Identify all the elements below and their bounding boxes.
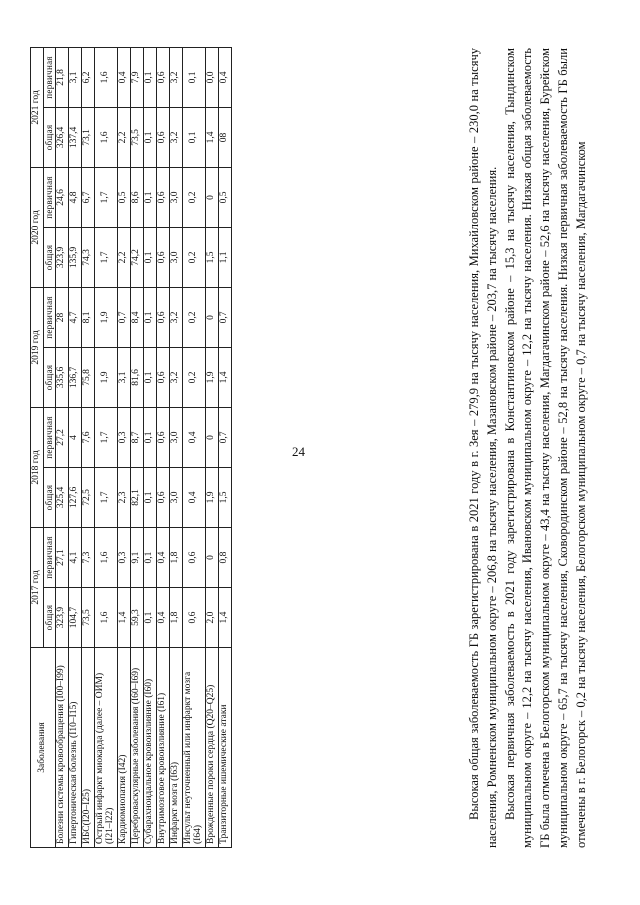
general-value-cell: 0,1: [144, 227, 157, 287]
primary-value-cell: 0,1: [144, 407, 157, 467]
general-value-cell: 1,4: [118, 588, 131, 648]
primary-value-cell: 0,4: [219, 47, 232, 107]
general-value-cell: 0,6: [157, 107, 170, 167]
general-value-cell: 59,3: [131, 588, 144, 648]
disease-name-cell: Болезни системы кровообращения (I00–I99): [56, 648, 69, 848]
primary-value-cell: 1,7: [95, 167, 118, 227]
primary-value-cell: 0,1: [183, 47, 206, 107]
general-value-cell: 1,7: [95, 227, 118, 287]
general-value-cell: 1,5: [206, 227, 219, 287]
primary-subheader: первичная: [43, 167, 55, 227]
general-value-cell: 323,9: [56, 227, 69, 287]
general-subheader: общая: [43, 467, 55, 527]
primary-value-cell: 3,1: [69, 47, 82, 107]
primary-value-cell: 0,1: [144, 287, 157, 347]
primary-value-cell: 0,3: [118, 527, 131, 587]
primary-subheader: первичная: [43, 287, 55, 347]
general-value-cell: 0,1: [144, 588, 157, 648]
general-subheader: общая: [43, 347, 55, 407]
primary-value-cell: 0,1: [144, 167, 157, 227]
primary-value-cell: 27,1: [56, 527, 69, 587]
primary-value-cell: 0,7: [219, 287, 232, 347]
general-value-cell: 1,9: [206, 467, 219, 527]
primary-value-cell: 4,7: [69, 287, 82, 347]
table-header-years: [31, 47, 44, 847]
general-value-cell: 73,5: [131, 107, 144, 167]
disease-name-cell: Цереброваскулярные заболевания (I60–I69): [131, 648, 144, 848]
primary-value-cell: 0,7: [118, 287, 131, 347]
primary-value-cell: 0,6: [157, 407, 170, 467]
year-header: 2019 год: [31, 287, 44, 407]
general-value-cell: 74,2: [131, 227, 144, 287]
table-row: [144, 47, 157, 847]
general-value-cell: 1,8: [170, 588, 183, 648]
general-value-cell: 0,1: [144, 347, 157, 407]
primary-value-cell: 0: [206, 527, 219, 587]
primary-value-cell: 0,5: [118, 167, 131, 227]
primary-value-cell: 4,1: [69, 527, 82, 587]
primary-value-cell: 3,0: [170, 407, 183, 467]
table-row: [56, 47, 69, 847]
general-value-cell: 326,4: [56, 107, 69, 167]
primary-value-cell: 7,9: [131, 47, 144, 107]
paragraph: Высокая первичная заболеваемость в 2021 году зарегистрирована в Константиновском районе – 15,3 на тысячу населения, Тындинском муниципальном округе – 12,2 на тысячу населения, Ивановском муниципальном округе – 12,2 на тысячу населения. Низкая общая заболеваемость ГБ была отмечена в Белогорском муниципальном округе – 43,4 на тысячу населения, Магдагачинском районе – 52,6 на тысячу населения, Бурейском муниципальном округе – 65,7 на тысячу населения, Сковородинском районе – 52,8 на тысячу населения. Низкая первичная заболеваемость ГБ были отмечены в г. Белогорск – 0,2 на тысячу населения, Белогорском муниципальном округе – 0,7 на тысячу населения, Магдагачинском: [502, 48, 588, 848]
primary-subheader: первичная: [43, 407, 55, 467]
primary-value-cell: 1,9: [95, 287, 118, 347]
primary-value-cell: 6,2: [82, 47, 95, 107]
general-value-cell: 75,8: [82, 347, 95, 407]
general-value-cell: 0,6: [183, 588, 206, 648]
general-subheader: общая: [43, 227, 55, 287]
general-subheader: общая: [43, 588, 55, 648]
primary-value-cell: 0,7: [219, 407, 232, 467]
table-row: [206, 47, 219, 847]
general-value-cell: 3,2: [170, 107, 183, 167]
table-row: [183, 47, 206, 847]
primary-value-cell: 3,2: [170, 287, 183, 347]
paragraph: Высокая общая заболеваемость ГБ зарегистрирована в 2021 году в г. Зея – 279,9 на тысячу населения, Михайловском районе – 230,0 на тысячу населения, Ромненском муниципальном округе – 206,8 на тысячу населения, Мазановском районе – 203,7 на тысячу населения.: [467, 48, 499, 848]
table-row: [170, 47, 183, 847]
general-value-cell: 1,4: [219, 588, 232, 648]
primary-value-cell: 0: [206, 407, 219, 467]
primary-value-cell: 27,2: [56, 407, 69, 467]
body-text: [466, 48, 590, 848]
general-value-cell: 0,4: [157, 588, 170, 648]
primary-value-cell: 8,7: [131, 407, 144, 467]
primary-value-cell: 7,3: [82, 527, 95, 587]
disease-name-cell: ИБС(I20–I25): [82, 648, 95, 848]
primary-subheader: первичная: [43, 47, 55, 107]
primary-value-cell: 0,6: [183, 527, 206, 587]
general-value-cell: 0,1: [144, 107, 157, 167]
general-value-cell: 1,9: [95, 347, 118, 407]
table-row: [69, 47, 82, 847]
primary-value-cell: 0,8: [219, 527, 232, 587]
general-value-cell: 325,4: [56, 467, 69, 527]
disease-incidence-table: [30, 47, 232, 848]
general-value-cell: 323,9: [56, 588, 69, 648]
primary-value-cell: 3,2: [170, 47, 183, 107]
general-value-cell: 3,1: [118, 347, 131, 407]
primary-value-cell: 6,7: [82, 167, 95, 227]
primary-value-cell: 28: [56, 287, 69, 347]
primary-value-cell: 1,6: [95, 527, 118, 587]
general-value-cell: 2,3: [118, 467, 131, 527]
general-value-cell: 0,6: [157, 227, 170, 287]
general-value-cell: 3,2: [170, 347, 183, 407]
rotated-page-content: [20, 18, 620, 888]
general-value-cell: 136,7: [69, 347, 82, 407]
primary-value-cell: 0,5: [219, 167, 232, 227]
year-header: 2017 год: [31, 527, 44, 647]
general-value-cell: 1,7: [95, 467, 118, 527]
disease-name-cell: Гипертоническая болезнь (I10–I15): [69, 648, 82, 848]
general-value-cell: 0,1: [144, 467, 157, 527]
primary-value-cell: 0,3: [118, 407, 131, 467]
general-value-cell: 3,0: [170, 467, 183, 527]
general-value-cell: 1,5: [219, 467, 232, 527]
primary-value-cell: 0: [206, 287, 219, 347]
general-value-cell: 73,5: [82, 588, 95, 648]
disease-name-cell: Острый инфаркт миокарда (далее – ОИМ) (I21–I22): [95, 648, 118, 848]
general-value-cell: 0,6: [157, 347, 170, 407]
general-value-cell: 81,6: [131, 347, 144, 407]
primary-value-cell: 1,7: [95, 407, 118, 467]
general-value-cell: 3,0: [170, 227, 183, 287]
year-header: 2018 год: [31, 407, 44, 527]
year-header: 2021 год: [31, 47, 44, 167]
primary-value-cell: 0,0: [206, 47, 219, 107]
general-value-cell: 0,1: [183, 107, 206, 167]
general-value-cell: 0,6: [157, 467, 170, 527]
general-subheader: общая: [43, 107, 55, 167]
general-value-cell: 0,4: [183, 467, 206, 527]
table-row: [95, 47, 118, 847]
general-value-cell: 335,6: [56, 347, 69, 407]
general-value-cell: 1,1: [219, 227, 232, 287]
primary-value-cell: 3,0: [170, 167, 183, 227]
general-value-cell: 127,6: [69, 467, 82, 527]
general-value-cell: 72,5: [82, 467, 95, 527]
table-row: [157, 47, 170, 847]
general-value-cell: 104,7: [69, 588, 82, 648]
general-value-cell: 1,6: [95, 588, 118, 648]
page-number: 24: [292, 444, 305, 459]
disease-name-cell: Инсульт неуточненный или инфаркт мозга (I64): [183, 648, 206, 848]
primary-value-cell: 0,1: [144, 47, 157, 107]
disease-name-cell: Субарахноидальное кровоизлияние (I60): [144, 648, 157, 848]
primary-value-cell: 4,8: [69, 167, 82, 227]
table-row: [82, 47, 95, 847]
table-row: [219, 47, 232, 847]
disease-name-cell: Внутримозговое кровоизлияние (I61): [157, 648, 170, 848]
primary-value-cell: 0,1: [144, 527, 157, 587]
primary-value-cell: 0,4: [157, 527, 170, 587]
primary-value-cell: 0,4: [118, 47, 131, 107]
general-value-cell: 2,0: [206, 588, 219, 648]
primary-value-cell: 0,4: [183, 407, 206, 467]
primary-value-cell: 1,6: [95, 47, 118, 107]
general-value-cell: 08: [219, 107, 232, 167]
primary-value-cell: 21,8: [56, 47, 69, 107]
general-value-cell: 1,4: [219, 347, 232, 407]
general-value-cell: 74,3: [82, 227, 95, 287]
primary-value-cell: 8,6: [131, 167, 144, 227]
primary-value-cell: 8,1: [82, 287, 95, 347]
primary-value-cell: 4: [69, 407, 82, 467]
primary-value-cell: 0,2: [183, 167, 206, 227]
table-body: [56, 47, 232, 847]
disease-table-wrapper: [30, 48, 232, 848]
disease-name-cell: Кардиомиопатия (I42): [118, 648, 131, 848]
general-value-cell: 2,2: [118, 107, 131, 167]
primary-value-cell: 0,6: [157, 287, 170, 347]
general-value-cell: 1,6: [95, 107, 118, 167]
primary-value-cell: 0,2: [183, 287, 206, 347]
primary-subheader: первичная: [43, 527, 55, 587]
primary-value-cell: 0,6: [157, 47, 170, 107]
year-header: 2020 год: [31, 167, 44, 287]
primary-value-cell: 1,8: [170, 527, 183, 587]
general-value-cell: 73,1: [82, 107, 95, 167]
primary-value-cell: 24,6: [56, 167, 69, 227]
general-value-cell: 135,9: [69, 227, 82, 287]
disease-name-cell: Транзиторные ишемические атаки: [219, 648, 232, 848]
primary-value-cell: 0: [206, 167, 219, 227]
primary-value-cell: 0,6: [157, 167, 170, 227]
primary-value-cell: 9,1: [131, 527, 144, 587]
general-value-cell: 0,2: [183, 347, 206, 407]
general-value-cell: 1,9: [206, 347, 219, 407]
table-row: [118, 47, 131, 847]
primary-value-cell: 8,4: [131, 287, 144, 347]
disease-column-header: Заболевания: [31, 648, 56, 848]
general-value-cell: 1,4: [206, 107, 219, 167]
disease-name-cell: Врожденные пороки сердца (Q20–Q25): [206, 648, 219, 848]
general-value-cell: 137,4: [69, 107, 82, 167]
general-value-cell: 0,2: [183, 227, 206, 287]
general-value-cell: 2,2: [118, 227, 131, 287]
disease-name-cell: Инфаркт мозга (I63): [170, 648, 183, 848]
general-value-cell: 82,1: [131, 467, 144, 527]
table-row: [131, 47, 144, 847]
primary-value-cell: 7,6: [82, 407, 95, 467]
